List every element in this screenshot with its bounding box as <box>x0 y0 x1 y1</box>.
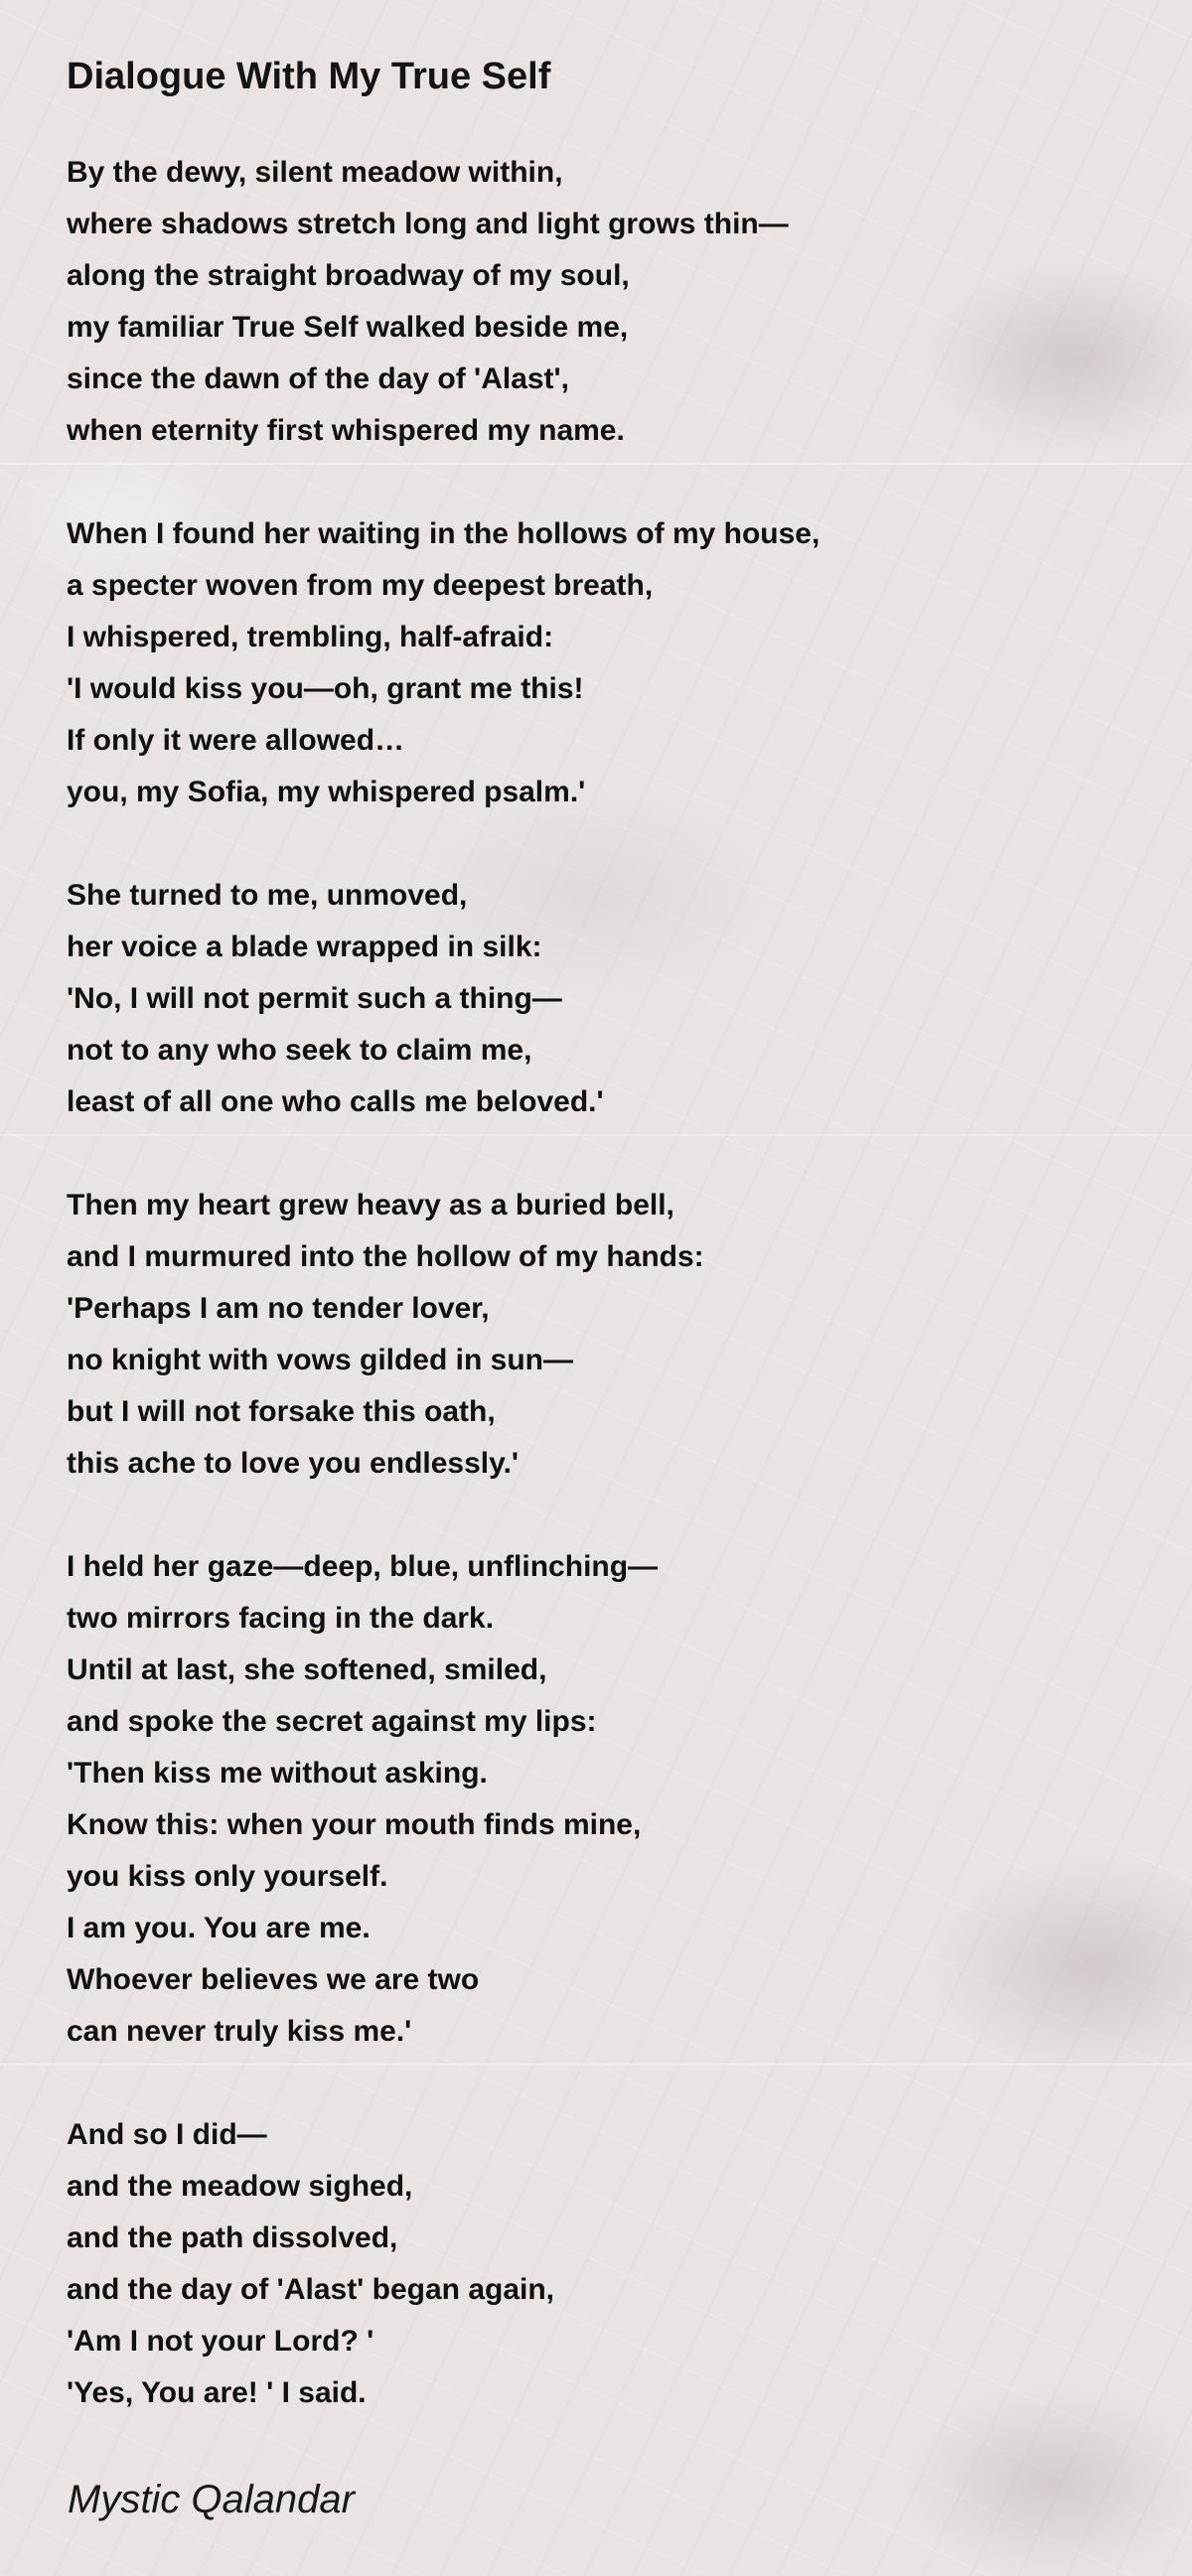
poem-line: Know this: when your mouth finds mine, <box>67 1808 642 1841</box>
poem-line: and the meadow sighed, <box>67 2170 413 2203</box>
poem-line: 'Then kiss me without asking. <box>67 1757 488 1789</box>
poem-line: By the dewy, silent meadow within, <box>67 156 563 189</box>
poem-line: If only it were allowed… <box>67 724 405 757</box>
poem-author: Mystic Qalandar <box>68 2478 355 2521</box>
poem-line: least of all one who calls me beloved.' <box>67 1085 604 1118</box>
poem-line: 'Yes, You are! ' I said. <box>67 2376 367 2409</box>
poem-line: Until at last, she softened, smiled, <box>67 1653 547 1686</box>
poem-line: I whispered, trembling, half-afraid: <box>67 621 554 653</box>
stanza-3 <box>67 870 1139 1128</box>
poem-line: since the dawn of the day of 'Alast', <box>67 362 570 395</box>
poem-line: Whoever believes we are two <box>67 1963 480 1996</box>
poem-line: Then my heart grew heavy as a buried bell, <box>67 1189 674 1221</box>
poem-line: I am you. You are me. <box>67 1912 371 1944</box>
poem-line: you, my Sofia, my whispered psalm.' <box>67 776 586 808</box>
poem-line: and the path dissolved, <box>67 2221 398 2254</box>
poem-line: a specter woven from my deepest breath, <box>67 569 654 602</box>
poem-line: you kiss only yourself. <box>67 1860 388 1893</box>
poem-line: She turned to me, unmoved, <box>67 879 468 912</box>
poem-line: two mirrors facing in the dark. <box>67 1602 495 1635</box>
poem-line: 'Perhaps I am no tender lover, <box>67 1292 490 1325</box>
poem-line: but I will not forsake this oath, <box>67 1395 496 1428</box>
poem-body <box>67 147 1139 2471</box>
poem-line: not to any who seek to claim me, <box>67 1034 532 1067</box>
stanza-5 <box>67 1541 1139 2058</box>
poem-line: I held her gaze—deep, blue, unflinching— <box>67 1550 659 1583</box>
poem-line: no knight with vows gilded in sun— <box>67 1344 573 1376</box>
stanza-4 <box>67 1180 1139 1490</box>
stanza-2 <box>67 508 1139 818</box>
poem-line: 'No, I will not permit such a thing— <box>67 982 562 1015</box>
poem-line: 'I would kiss you—oh, grant me this! <box>67 672 584 705</box>
poem-line: and I murmured into the hollow of my hands: <box>67 1240 704 1273</box>
poem-line: And so I did— <box>67 2118 267 2151</box>
poem-line: 'Am I not your Lord? ' <box>67 2325 374 2358</box>
poem-line: and spoke the secret against my lips: <box>67 1705 597 1738</box>
poem-line: my familiar True Self walked beside me, <box>67 311 629 344</box>
poem-line: when eternity first whispered my name. <box>67 414 625 447</box>
poem-line: her voice a blade wrapped in silk: <box>67 930 542 963</box>
poem-line: along the straight broadway of my soul, <box>67 259 630 292</box>
poem-line: where shadows stretch long and light grows thin— <box>67 208 789 240</box>
stanza-6 <box>67 2109 1139 2419</box>
stanza-1 <box>67 147 1139 457</box>
poem-line: and the day of 'Alast' began again, <box>67 2273 555 2306</box>
poem-line: When I found her waiting in the hollows of my house, <box>67 517 820 550</box>
poem-title: Dialogue With My True Self <box>67 56 551 97</box>
poem-line: this ache to love you endlessly.' <box>67 1447 520 1480</box>
poem-line: can never truly kiss me.' <box>67 2015 412 2048</box>
